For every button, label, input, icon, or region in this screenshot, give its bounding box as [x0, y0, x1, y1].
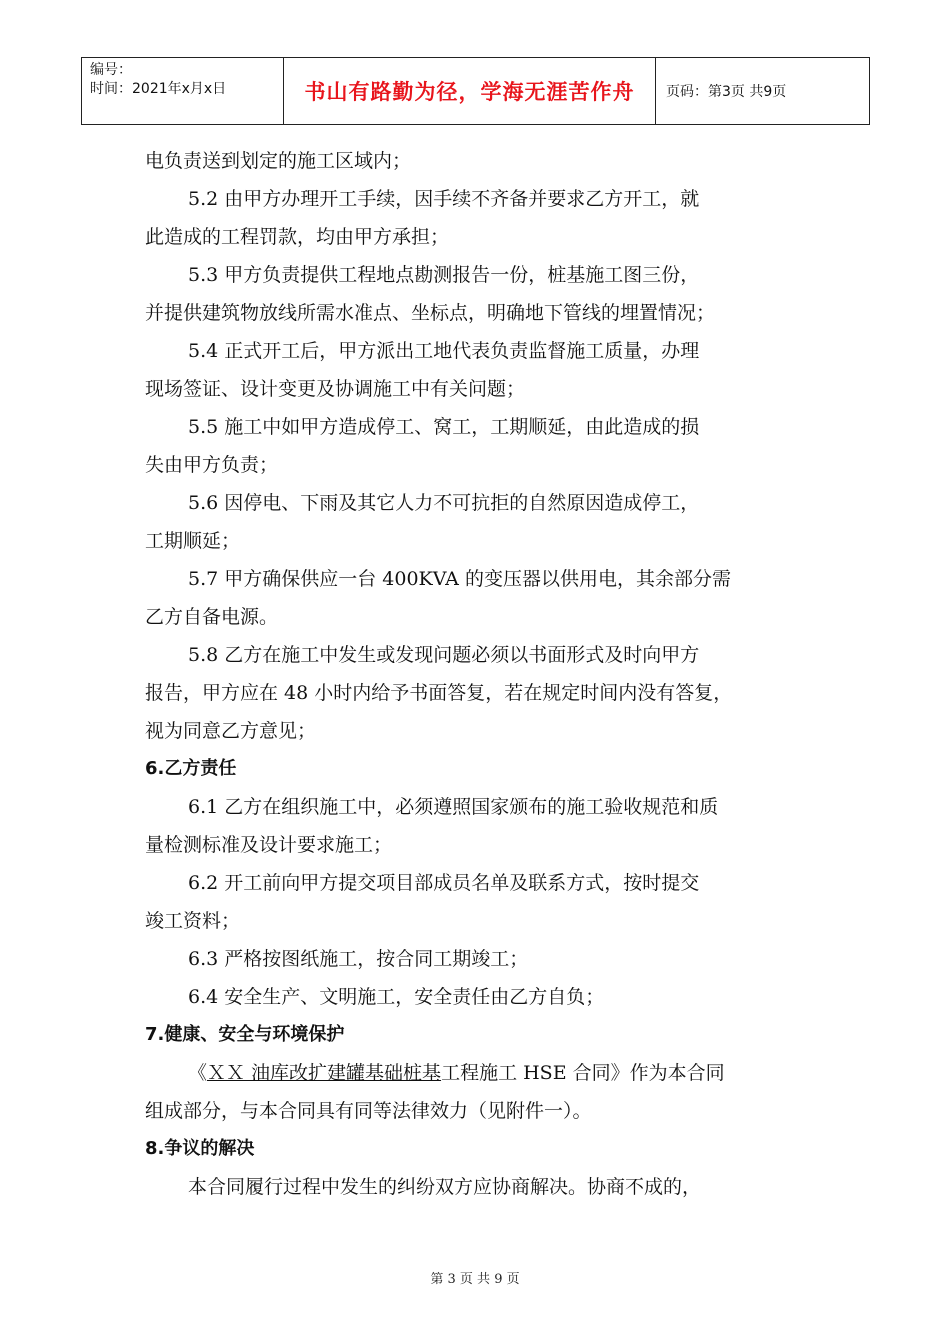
document-number-label: 编号：	[90, 62, 132, 78]
header-left-cell	[82, 58, 284, 124]
clause-6-1: 6.1 乙方在组织施工中，必须遵照国家颁布的施工验收规范和质	[188, 796, 719, 818]
paragraph-line: 视为同意乙方意见；	[145, 720, 317, 742]
clause-5-6: 5.6 因停电、下雨及其它人力不可抗拒的自然原因造成停工，	[188, 492, 700, 514]
header-motto: 书山有路勤为径，学海无涯苦作舟	[284, 58, 656, 124]
page-footer: 第 3 页 共 9 页	[430, 1272, 520, 1287]
document-body	[145, 142, 815, 1206]
quote-open: 《	[188, 1062, 208, 1084]
paragraph-line: 竣工资料；	[145, 910, 241, 932]
paragraph-line: 电负责送到划定的施工区域内；	[145, 150, 412, 172]
clause-5-8: 5.8 乙方在施工中发生或发现问题必须以书面形式及时向甲方	[188, 644, 700, 666]
clause-5-4: 5.4 正式开工后，甲方派出工地代表负责监督施工质量，办理	[188, 340, 700, 362]
clause-6-4: 6.4 安全生产、文明施工，安全责任由乙方自负；	[188, 986, 605, 1008]
paragraph-line: 组成部分，与本合同具有同等法律效力（见附件一）。	[145, 1100, 592, 1122]
paragraph-line: 工期顺延；	[145, 530, 241, 552]
paragraph-line: 乙方自备电源。	[145, 606, 279, 628]
paragraph-line: 量检测标准及设计要求施工；	[145, 834, 393, 856]
clause-5-3: 5.3 甲方负责提供工程地点勘测报告一份，桩基施工图三份，	[188, 264, 700, 286]
section-heading-6: 6.乙方责任	[145, 758, 237, 779]
paragraph-line: 失由甲方负责；	[145, 454, 279, 476]
paragraph-line: 并提供建筑物放线所需水准点、坐标点，明确地下管线的埋置情况；	[145, 302, 716, 324]
paragraph-line: 报告，甲方应在 48 小时内给予书面答复，若在规定时间内没有答复，	[145, 682, 733, 704]
document-time-label: 时间：2021年x月x日	[90, 81, 227, 97]
paragraph-line: 此造成的工程罚款，均由甲方承担；	[145, 226, 450, 248]
paragraph-line: 现场签证、设计变更及协调施工中有关问题；	[145, 378, 526, 400]
clause-7-text	[145, 1054, 815, 1092]
clause-5-5: 5.5 施工中如甲方造成停工、窝工，工期顺延，由此造成的损	[188, 416, 700, 438]
section-heading-7: 7.健康、安全与环境保护	[145, 1024, 345, 1045]
clause-8-text: 本合同履行过程中发生的纠纷双方应协商解决。协商不成的，	[188, 1176, 702, 1198]
clause-5-7: 5.7 甲方确保供应一台 400KVA 的变压器以供用电，其余部分需	[188, 568, 731, 590]
section-heading-8: 8.争议的解决	[145, 1138, 255, 1159]
clause-6-3: 6.3 严格按图纸施工，按合同工期竣工；	[188, 948, 529, 970]
clause-6-2: 6.2 开工前向甲方提交项目部成员名单及联系方式，按时提交	[188, 872, 700, 894]
clause-5-2: 5.2 由甲方办理开工手续，因手续不齐备并要求乙方开工，就	[188, 188, 700, 210]
clause-7-rest: 工程施工 HSE 合同》作为本合同	[441, 1062, 725, 1084]
header-page-label: 页码：第3页 共9页	[666, 84, 787, 100]
underlined-project-name: ＸＸ 油库改扩建罐基础桩基	[207, 1062, 442, 1084]
page-header	[81, 57, 870, 125]
